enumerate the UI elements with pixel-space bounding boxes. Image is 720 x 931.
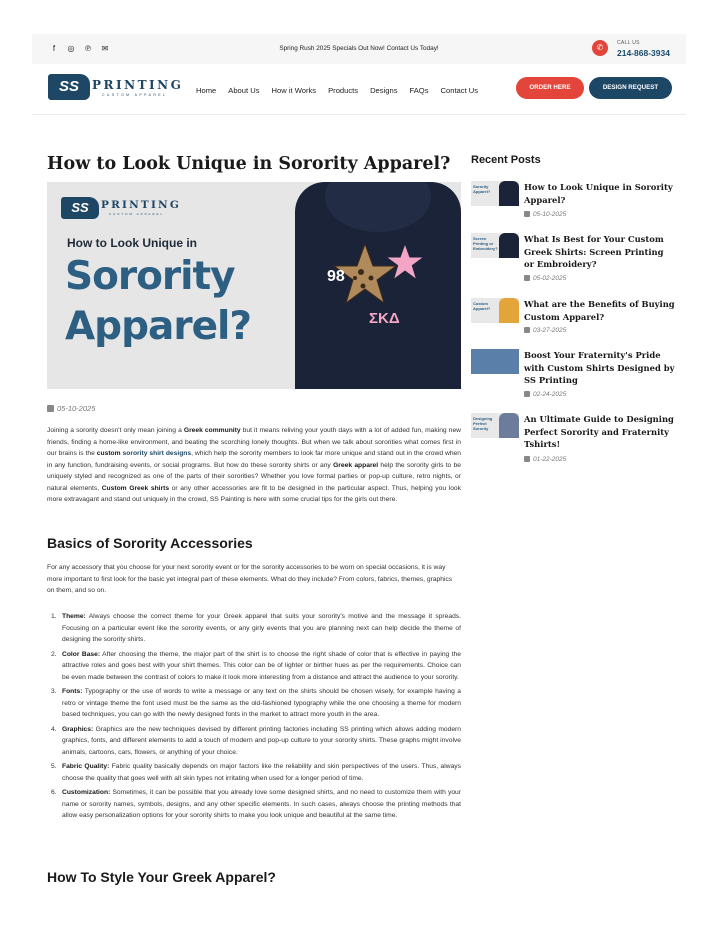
intro-text-5: or any other accessories are fit to be designed in the particular aspect. Thus, helping you look more extravagant and stand out uniquely in the crowd, SS Painting is here with some crucial tips for the girls out there. — [47, 484, 461, 503]
list-term: Graphics: — [62, 725, 94, 733]
intro-text-1: Joining a sorority doesn't only mean joining a — [47, 427, 184, 434]
intro-bold-greek-community: Greek community — [183, 427, 241, 434]
recent-post-thumbnail[interactable] — [471, 413, 519, 438]
hero-small-heading: How to Look Unique in — [67, 236, 197, 250]
list-number: 1. — [51, 613, 57, 620]
recent-post-date-text: 05-10-2025 — [533, 211, 567, 218]
intro-paragraph — [47, 425, 461, 506]
thumbnail-caption: Screen Printing or Embroidery? — [473, 236, 498, 251]
promo-text[interactable]: Spring Rush 2025 Specials Out Now! Contact Us Today! — [279, 45, 439, 52]
list-text: Graphics are the new techniques devised by different printing factories including SS printing which allows adding modern graphics, fonts, and different elements to add a touch of modern and pop-up culture to your sorority shirts. These graphs might involve animals, cartoons, cars, flowers, or anything of your choice. — [62, 725, 461, 756]
list-term: Color Base: — [62, 650, 101, 658]
logo-badge: SS — [48, 74, 90, 100]
list-term: Customization: — [62, 789, 111, 796]
nav-contact-us[interactable]: Contact Us — [440, 86, 479, 95]
intro-text-2: but it means reliving your youth days with a lot of added fun, making new friends, finding a home-like environment, and beating the scorching lonely thoughts. But when we talk about sororities what comes first in our brains is the — [47, 427, 461, 457]
thumbnail-hoodie — [499, 181, 519, 206]
thumbnail-shirt — [499, 298, 519, 323]
recent-post-date — [524, 275, 566, 282]
pink-star-icon — [387, 244, 423, 280]
list-text: Fabric quality basically depends on major factors like the reliability and skin perspectives of the users. Thus, always choose the quality that goes well with all skin types not irritating when used for a longer period of time. — [62, 763, 461, 782]
recent-post-thumbnail[interactable] — [471, 298, 519, 323]
site-logo[interactable] — [48, 72, 184, 104]
recent-post-title[interactable]: What are the Benefits of Buying Custom Apparel? — [524, 299, 675, 322]
list-number: 6. — [51, 789, 57, 796]
hero-logo — [61, 195, 182, 221]
list-text: After choosing the theme, the major part of the shirt is to choose the right shade of color that is effective in paying the attractive roles and goes best with your shirt themes. This color can be of lighter or birther hues as per the requirements. Choice can be even made between the contrast of colors to make it look more interesting from a distance and attract the audience to your sorority. — [62, 650, 461, 681]
basics-paragraph: For any accessory that you choose for your next sorority event or for the sorority accessories to be worn on special occasions, it is way more important to first look for the basic yet integral part of these elements. What do they include? From colors, fabrics, themes, graphics on them, and so on. — [47, 564, 453, 594]
recent-post-title[interactable]: An Ultimate Guide to Designing Perfect Sorority and Fraternity Tshirts! — [524, 414, 674, 450]
hoodie-image — [295, 182, 461, 389]
top-bar — [32, 34, 686, 64]
nav-about-us[interactable]: About Us — [228, 86, 260, 95]
post-date-text: 05-10-2025 — [57, 404, 96, 413]
page-title: How to Look Unique in Sorority Apparel? — [47, 154, 451, 174]
recent-post-date — [524, 327, 566, 334]
calendar-icon — [524, 327, 530, 333]
intro-bold-custom: custom — [96, 450, 121, 457]
calendar-icon — [524, 456, 530, 462]
main-nav — [196, 86, 490, 95]
hero-logo-wordmark: PRINTING — [101, 199, 182, 211]
design-request-button[interactable]: DESIGN REQUEST — [589, 77, 672, 99]
intro-text-4: help the sorority girls to be uniquely styled and recognized as one of the parts of their sororities? Whether you love formal parties or pop-up culture, retro nights, or natural elements, — [47, 461, 462, 492]
style-heading: How To Style Your Greek Apparel? — [47, 869, 276, 885]
recent-posts-title: Recent Posts — [471, 154, 541, 166]
calendar-icon — [524, 211, 530, 217]
hero-image — [47, 182, 461, 389]
calendar-icon — [524, 275, 530, 281]
thumbnail-caption: Designing Perfect Sorority — [473, 416, 493, 431]
hero-logo-badge: SS — [61, 197, 99, 219]
list-item — [51, 686, 461, 721]
recent-post-date-text: 03-27-2025 — [533, 327, 567, 334]
logo-tagline: CUSTOM APPAREL — [102, 93, 168, 97]
list-item — [51, 649, 461, 684]
recent-post-title[interactable]: How to Look Unique in Sorority Apparel? — [524, 182, 673, 205]
nav-home[interactable]: Home — [196, 86, 217, 95]
recent-post-thumbnail[interactable] — [471, 349, 519, 374]
recent-post-thumbnail[interactable] — [471, 233, 519, 258]
thumbnail-group — [499, 413, 519, 438]
list-number: 5. — [51, 763, 57, 770]
intro-text-3: , which help the sorority members to look far more unique and stand out in the crowd when in any function, fundraising events, or social programs. But how do these sorority shirts or any — [47, 450, 461, 469]
thumbnail-hoodie — [499, 233, 519, 258]
intro-bold-greek-apparel: Greek apparel — [333, 461, 379, 469]
list-text: Typography or the use of words to write a message or any text on the shirts should be chosen wisely, for example having a retro or vintage theme the font used must be the same as the old-fashioned typography while the one choosing a theme for modern based techniques, you can go with the newly designed fonts in the market to attract more youth in the area. — [62, 688, 461, 718]
recent-post-date — [524, 391, 566, 398]
list-item — [51, 724, 461, 759]
recent-post-date — [524, 211, 566, 218]
hoodie-number: 98 — [327, 268, 345, 285]
email-icon[interactable]: ✉ — [101, 44, 109, 53]
recent-post-date-text: 05-02-2025 — [533, 275, 567, 282]
phone-number[interactable]: 214-868-3934 — [617, 48, 670, 58]
phone-icon[interactable]: ✆ — [592, 40, 608, 56]
pinterest-icon[interactable]: ℗ — [85, 44, 91, 53]
intro-bold-custom-greek-shirts: Custom Greek shirts — [101, 484, 170, 492]
list-item — [51, 611, 461, 646]
post-date — [47, 404, 95, 413]
list-number: 2. — [51, 650, 57, 658]
sorority-shirt-designs-link[interactable]: sorority shirt designs — [120, 450, 192, 457]
hero-big-heading-2: Apparel? — [65, 304, 252, 349]
recent-post-thumbnail[interactable] — [471, 181, 519, 206]
thumbnail-caption: Sorority Apparel? — [473, 184, 491, 194]
recent-post-date — [524, 456, 566, 463]
recent-post-title[interactable]: What Is Best for Your Custom Greek Shirts: Screen Printing or Embroidery? — [524, 234, 664, 270]
nav-designs[interactable]: Designs — [370, 86, 398, 95]
header-divider — [32, 114, 686, 115]
hero-logo-tagline: CUSTOM APPAREL — [109, 212, 165, 216]
hoodie-letters: ΣΚΔ — [369, 310, 400, 327]
nav-products[interactable]: Products — [328, 86, 359, 95]
list-number: 3. — [51, 688, 57, 695]
logo-wordmark: PRINTING — [92, 78, 184, 92]
instagram-icon[interactable]: ◎ — [67, 44, 75, 53]
recent-post-date-text: 02-24-2025 — [533, 391, 567, 398]
list-term: Fonts: — [62, 688, 83, 695]
thumbnail-caption: Custom Apparel? — [473, 301, 491, 311]
list-term: Fabric Quality: — [62, 763, 110, 770]
list-term: Theme: — [62, 613, 86, 620]
thumbnail-caption — [473, 352, 499, 370]
recent-post-date-text: 01-22-2025 — [533, 456, 567, 463]
hoodie-hood — [325, 182, 431, 232]
nav-faqs[interactable]: FAQs — [409, 86, 429, 95]
facebook-icon[interactable]: f — [52, 44, 56, 53]
list-number: 4. — [51, 725, 57, 733]
order-here-button[interactable]: ORDER HERE — [516, 77, 584, 99]
hero-big-heading-1: Sorority — [65, 254, 235, 299]
calendar-icon — [47, 405, 54, 412]
call-us-label: CALL US — [617, 40, 640, 46]
nav-how-it-works[interactable]: How it Works — [271, 86, 317, 95]
calendar-icon — [524, 391, 530, 397]
list-text: Sometimes, it can be possible that you already love some designed shirts, and no need to customize them with your name or sorority names, symbols, designs, and any other specific elements. In such cases, always choose the printing methods that allow easy personalization options for your sorority shirts to make you look unique and beautiful at the same time. — [62, 789, 461, 819]
basics-heading: Basics of Sorority Accessories — [47, 535, 253, 551]
list-item — [51, 761, 461, 784]
basics-list — [51, 611, 461, 825]
list-text: Always choose the correct theme for your Greek apparel that suits your sorority's motive and the message it spreads. Focusing on a particular event like the sorority events, or any girly events that you are planning next can help decide the theme of designing the sorority shirts. — [62, 613, 461, 643]
list-item — [51, 787, 461, 822]
recent-post-title[interactable]: Boost Your Fraternity's Pride with Custom Shirts Designed by SS Printing — [524, 350, 675, 386]
